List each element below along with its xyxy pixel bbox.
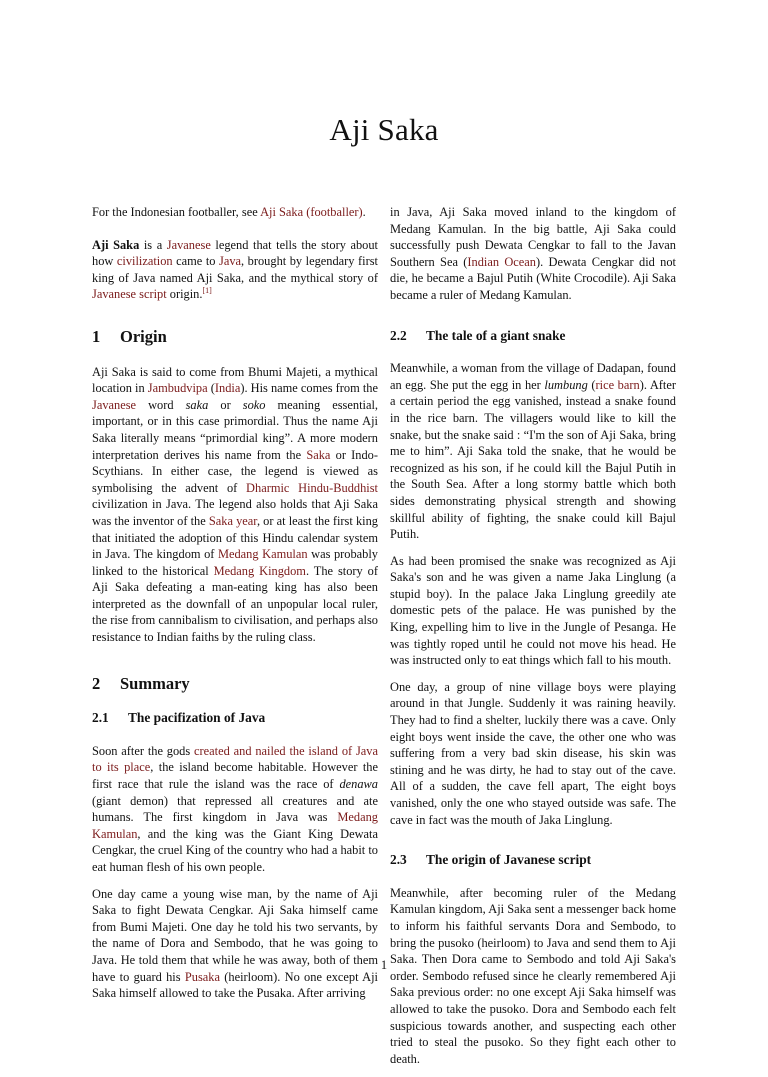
link-created-and-nailed[interactable]: created and nailed the island of Java to its place	[92, 743, 378, 775]
subsection-heading-javanese-script	[390, 852, 676, 869]
section-number: 1	[92, 326, 101, 346]
paragraph-text: , the island become habitable. However the first race that rule the island was the race of	[92, 760, 378, 792]
link-java[interactable]: Java	[219, 254, 242, 269]
link-medang-kamulan-2[interactable]: Medang Kamulan	[92, 810, 378, 841]
article-title: Aji Saka	[329, 112, 439, 147]
pacifization-paragraph-1	[92, 743, 378, 876]
section-title: Summary	[120, 673, 190, 693]
link-civilization[interactable]: civilization	[116, 254, 173, 269]
link-india[interactable]: India	[214, 381, 241, 396]
intro-text: origin.	[166, 287, 203, 302]
subsection-title: The pacifization of Java	[128, 710, 266, 726]
subsection-heading-giant-snake	[390, 328, 676, 345]
origin-text: (	[207, 381, 215, 396]
section-heading-summary	[92, 673, 378, 693]
paragraph-text: Meanwhile, a woman from the village of Dadapan, found an egg. She put the egg in her	[390, 361, 676, 392]
paragraph-text: (heirloom). No one except Aji Saka himself allowed to take the Pusaka. After arriving	[92, 969, 379, 1001]
intro-paragraph	[92, 237, 378, 303]
left-column	[92, 204, 378, 1012]
link-indian-ocean[interactable]: Indian Ocean	[467, 254, 537, 269]
subsection-title: The tale of a giant snake	[426, 327, 566, 343]
link-rice-barn[interactable]: rice barn	[595, 377, 640, 392]
link-medang-kamulan[interactable]: Medang Kamulan	[217, 547, 308, 562]
paragraph-text: One day came a young wise man, by the name of Aji Saka to fight Dewata Cengkar. Aji Saka himself came from Bumi Majeti. One day he told his two servants, by the name of Dora and Sembodo, that he was going to Java. He told them that while he was away, both of them have to guard his	[92, 886, 378, 984]
section-heading-origin	[92, 326, 378, 346]
origin-text: civilization in Java. The legend also holds that Aji Saka was the inventor of the	[92, 497, 378, 528]
origin-text: . The story of Aji Saka defeating a man-eating king has also been interpreted as the downfall of an unpopular local ruler, the rise from cannibalism to civilisation, and perhaps also resistance to Indian faiths by the ruling class.	[92, 563, 378, 645]
page-number: 1	[380, 958, 388, 972]
hatnote-text-end: .	[362, 205, 366, 219]
origin-text: or Indo-Scythians. In either case, the legend is viewed as symbolising the advent of	[92, 447, 378, 495]
section-number: 2	[92, 673, 101, 693]
italic-word: soko	[242, 397, 266, 412]
link-saka[interactable]: Saka	[306, 447, 331, 462]
subsection-title: The origin of Javanese script	[426, 852, 592, 868]
paragraph-text: ). After a certain period the egg vanished, instead a snake found in the rice barn. The villagers would like to kill the snake, but the snake said : “I'm the son of Aji Saka, bring me to him”. Aji Saka told the snake, that he would be recognized as his son, if he could kill the Bajul Putih in the South Sea. After a long stormy battle which both sides demonstrating physical strength and showing skillful ability of fighting, the snake could kill Bajul Putih.	[390, 377, 676, 542]
origin-text: was probably linked to the historical	[92, 547, 378, 578]
subsection-number: 2.3	[390, 852, 407, 868]
subsection-number: 2.1	[92, 710, 109, 726]
link-aji-saka-footballer[interactable]: Aji Saka (footballer)	[260, 205, 363, 219]
paragraph-text: in Java, Aji Saka moved inland to the kingdom of Medang Kamulan. In the big battle, Aji Saka could successfully push Dewata Cengkar to fall to the Javan Southern Sea (	[390, 205, 676, 269]
link-javanese[interactable]: Javanese	[166, 237, 211, 252]
link-jambudvipa[interactable]: Jambudvipa	[147, 381, 208, 396]
link-javanese-2[interactable]: Javanese	[92, 397, 137, 412]
link-dharmic-hindu-buddhist[interactable]: Dharmic Hindu-Buddhist	[246, 480, 378, 495]
snake-paragraph-2: As had been promised the snake was recognized as Aji Saka's son and he was given a name Jaka Linglung (a stupid boy). In the palace Jaka Linglung greedily ate domestic pets of the palace. He was punished by the King, expelling him to live in the Jungle of Pesanga. He was tightly roped until he could not move his head. He was instructed only to eat things which fall to his mouth.	[390, 553, 676, 668]
snake-paragraph-3: One day, a group of nine village boys were playing around in that Jungle. Suddenly it was raining heavily. They had to find a shelter, luckily there was a cave. Only eight boys went inside the cave, the other one who was suffering from a very bad skin disease, his skin was stining and he was dirty, he had to stay out of the cave. All of a sudden, the cave fell apart, The eight boys vanished, only the one who stayed outside was safe. The cave in fact was the mouth of Jaka Linglung.	[390, 679, 676, 827]
link-pusaka[interactable]: Pusaka	[184, 969, 220, 984]
link-medang-kingdom[interactable]: Medang Kingdom	[213, 563, 306, 578]
origin-text: meaning essential, important, or in this case primordial. Thus the name Aji Saka literally means “primordial king”. A more modern interpretation derives his name from the	[92, 397, 378, 462]
origin-text: word	[136, 397, 186, 412]
intro-text: came to	[172, 254, 219, 269]
snake-paragraph-1	[390, 360, 676, 543]
paragraph-text: , and the king was the Giant King Dewata Cengkar, the cruel King of the country who had a habit to eat human flesh of his own people.	[92, 826, 378, 874]
script-paragraph-1: Meanwhile, after becoming ruler of the Medang Kamulan kingdom, Aji Saka sent a messenger back home to inform his faithful servants Dora and Sembodo, to bring the pusoko (heirloom) to Java and send them to Aji Saka. Then Dora came to Sembodo and told Aji Saka's order. Sembodo refused since he clearly remembered Aji Saka previous order: no one except Aji Saka himself was allowed to take the pusoko. Dora and Sembodo each felt suspicious towards another, and suspecting each other tried to steal the pusoko. So they fight each other to death.	[390, 885, 676, 1066]
intro-text: is a	[139, 237, 167, 252]
right-column	[390, 204, 676, 1077]
italic-word: denawa	[339, 777, 378, 792]
origin-text: or	[208, 397, 243, 412]
subsection-heading-pacifization	[92, 710, 378, 727]
subsection-number: 2.2	[390, 327, 407, 343]
paragraph-text: Soon after the gods	[92, 743, 195, 758]
origin-text: , or at least the first king that initiated the adoption of this Hindu calendar system in Java. The kingdom of	[92, 513, 378, 562]
paragraph-text: ). Dewata Cengkar did not die, he became a Bajul Putih (White Crocodile). Aji Saka became a ruler of Medang Kamulan.	[390, 254, 676, 302]
italic-word: lumbung	[544, 377, 588, 392]
hatnote	[92, 204, 378, 221]
paragraph-text: (giant demon) that repressed all creatures and ate humans. The first kingdom in Java was	[92, 793, 378, 825]
pacifization-paragraph-2	[92, 886, 378, 1002]
reference-1[interactable]: [1]	[202, 286, 212, 296]
intro-bold-term: Aji Saka	[92, 237, 140, 252]
origin-text: ). His name comes from the	[240, 381, 378, 396]
intro-text: legend that tells the story about how	[92, 237, 378, 269]
link-saka-year[interactable]: Saka year	[208, 513, 257, 528]
intro-text: , brought by legendary first king of Java named Aji Saka, and the mythical story of	[92, 254, 378, 285]
continued-paragraph	[390, 204, 676, 304]
origin-text: Aji Saka is said to come from Bhumi Majeti, a mythical location in	[92, 364, 378, 396]
italic-word: saka	[185, 397, 209, 412]
link-javanese-script[interactable]: Javanese script	[92, 287, 167, 302]
paragraph-text: (	[587, 377, 596, 392]
origin-paragraph	[92, 364, 378, 646]
section-title: Origin	[120, 326, 167, 346]
hatnote-text: For the Indonesian footballer, see	[92, 205, 261, 219]
